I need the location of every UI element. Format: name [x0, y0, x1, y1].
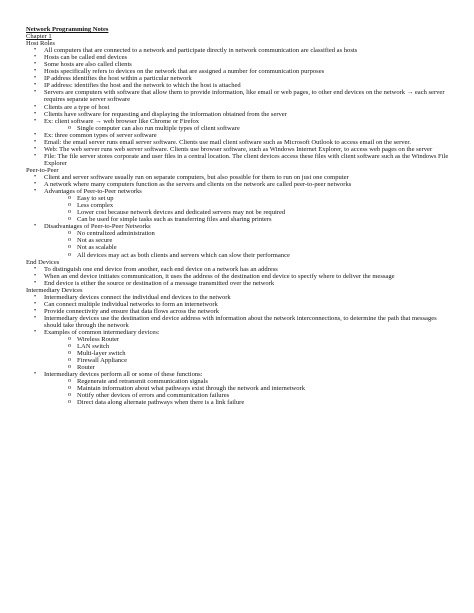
- sub-bullet-marker: o: [68, 336, 71, 343]
- list-item-text: Email: the email server runs email server software. Clients use mail client software such as Microsoft Outlook to access email on the server.: [44, 138, 411, 146]
- section-heading: Peer-to-Peer: [26, 166, 59, 174]
- list-item: [26, 371, 452, 378]
- list-item-text: Advantages of Peer-to-Peer networks: [44, 188, 142, 196]
- sub-list-item-text: No centralized administration: [77, 230, 155, 238]
- sub-bullet-marker: o: [68, 364, 71, 371]
- bullet-marker: •: [34, 103, 37, 110]
- sub-bullet-marker: o: [68, 230, 71, 237]
- bullet-marker: •: [34, 314, 37, 321]
- section-heading: Host Roles: [26, 40, 55, 48]
- list-item-text: Provide connectivity and ensure that data flows across the network: [44, 307, 220, 315]
- list-item-text: Can connect multiple individual networks to form an internetwork: [44, 300, 218, 308]
- list-item-text: Clients have software for requesting and displaying the information obtained from the server: [44, 110, 287, 118]
- sub-list-item: [26, 230, 452, 237]
- bullet-marker: •: [34, 223, 37, 230]
- bullet-marker: •: [34, 75, 37, 82]
- sub-list-item: [26, 343, 452, 350]
- bullet-marker: •: [34, 82, 37, 89]
- list-item: [26, 54, 452, 61]
- sub-bullet-marker: o: [68, 392, 71, 399]
- bullet-marker: •: [34, 131, 37, 138]
- sub-list-item-text: Firewall Appliance: [77, 357, 127, 365]
- list-item: [26, 82, 452, 89]
- list-item-text: Hosts specifically refers to devices on the network that are assigned a number for communication purposes: [44, 68, 325, 76]
- sub-bullet-marker: o: [68, 343, 71, 350]
- sub-list-item-text: Not as scalable: [77, 244, 117, 252]
- sub-bullet-marker: o: [68, 357, 71, 364]
- sub-bullet-marker: o: [68, 244, 71, 251]
- list-item-text: End device is either the source or destination of a message transmitted over the network: [44, 279, 275, 287]
- list-item-text: Intermediary devices use the destination end device address with information about the network interconnections, to determine the path that messages should take through the network: [44, 314, 437, 329]
- sub-list-item: [26, 350, 452, 357]
- list-item-text: Web: The web server runs web server software. Clients use browser software, such as Windows Internet Explorer, to access web pages on the server: [44, 145, 433, 153]
- sub-list-item-text: Not as secure: [77, 237, 113, 245]
- list-item-text: File: The file server stores corporate and user files in a central location. The client devices access these files with client software such as the Windows File Explorer: [44, 152, 449, 167]
- bullet-marker: •: [34, 293, 37, 300]
- list-item: [26, 294, 452, 301]
- list-item-text: When an end device initiates communication, it uses the address of the destination end device to specify where to deliver the message: [44, 272, 395, 280]
- list-item-text: All computers that are connected to a network and participate directly in network communication are classified as hosts: [44, 47, 358, 55]
- bullet-list: [26, 47, 452, 167]
- list-item: [26, 61, 452, 68]
- bullet-marker: •: [34, 152, 37, 159]
- section-heading: Intermediary Devices: [26, 286, 83, 294]
- list-item-text: Ex: three common types of server software: [44, 131, 157, 139]
- bullet-list: [26, 266, 452, 287]
- list-item: [26, 308, 452, 315]
- bullet-marker: •: [34, 265, 37, 272]
- sub-bullet-marker: o: [68, 251, 71, 258]
- bullet-marker: •: [34, 272, 37, 279]
- sub-list-item-text: Lower cost because network devices and dedicated servers may not be required: [77, 209, 286, 217]
- bullet-marker: •: [34, 307, 37, 314]
- sub-list-item: [26, 392, 452, 399]
- sub-list-item: [26, 378, 452, 385]
- sub-list-item: [26, 216, 452, 223]
- bullet-marker: •: [34, 110, 37, 117]
- bullet-marker: •: [34, 54, 37, 61]
- list-item-text: Some hosts are also called clients: [44, 61, 132, 69]
- sub-bullet-marker: o: [68, 209, 71, 216]
- list-item: [26, 181, 452, 188]
- bullet-marker: •: [34, 329, 37, 336]
- list-item: [26, 315, 452, 329]
- list-item: [26, 223, 452, 230]
- list-item-text: Client and server software usually run on separate computers, but also possible for them to run on just one computer: [44, 173, 349, 181]
- sub-list-item: [26, 244, 452, 251]
- sub-list-item: [26, 195, 452, 202]
- chapter-heading: Chapter 1: [26, 33, 52, 41]
- list-item: [26, 104, 452, 111]
- list-item: [26, 111, 452, 118]
- sub-bullet-marker: o: [68, 385, 71, 392]
- bullet-list: [26, 294, 452, 407]
- list-item: [26, 89, 452, 103]
- sub-list-item-text: Can be used for simple tasks such as transferring files and sharing printers: [77, 216, 272, 224]
- list-item-text: Ex: client software → web browser like Chrome or Firefox: [44, 117, 200, 125]
- bullet-marker: •: [34, 138, 37, 145]
- sub-bullet-marker: o: [68, 124, 71, 131]
- list-item: [26, 329, 452, 336]
- sub-bullet-marker: o: [68, 237, 71, 244]
- bullet-marker: •: [34, 89, 37, 96]
- list-item: [26, 139, 452, 146]
- list-item: [26, 146, 452, 153]
- bullet-marker: •: [34, 117, 37, 124]
- bullet-marker: •: [34, 371, 37, 378]
- sub-list-item: [26, 399, 452, 406]
- bullet-marker: •: [34, 181, 37, 188]
- list-item-text: IP address: identifies the host and the network to which the host is attached: [44, 82, 241, 90]
- sub-list-item: [26, 357, 452, 364]
- sub-bullet-marker: o: [68, 202, 71, 209]
- sub-list-item-text: Single computer can also run multiple types of client software: [77, 124, 240, 132]
- list-item: [26, 68, 452, 75]
- sub-bullet-marker: o: [68, 195, 71, 202]
- sub-list-item: [26, 209, 452, 216]
- sub-list-item: [26, 202, 452, 209]
- sub-list-item-text: Notify other devices of errors and communication failures: [77, 392, 230, 400]
- sections-container: [26, 40, 452, 406]
- bullet-marker: •: [34, 145, 37, 152]
- list-item: [26, 266, 452, 273]
- sub-bullet-marker: o: [68, 378, 71, 385]
- list-item-text: Servers are computers with software that allow them to provide information, like email or web pages, to other end devices on the network → each server requires separate server software: [44, 89, 445, 104]
- list-item: [26, 153, 452, 167]
- sub-list-item-text: Direct data along alternate pathways when there is a link failure: [77, 399, 245, 407]
- list-item-text: A network where many computers function as the servers and clients on the network are called peer-to-peer networks: [44, 181, 352, 189]
- bullet-marker: •: [34, 68, 37, 75]
- sub-list-item: [26, 385, 452, 392]
- list-item-text: Examples of common intermediary devices:: [44, 329, 160, 337]
- bullet-marker: •: [34, 188, 37, 195]
- sub-list-item-text: Multi-layer switch: [77, 350, 126, 358]
- list-item-text: Clients are a type of host: [44, 103, 110, 111]
- sub-list-item-text: Router: [77, 364, 95, 372]
- list-item: [26, 47, 452, 54]
- sub-list-item-text: Easy to set up: [77, 195, 114, 203]
- bullet-marker: •: [34, 173, 37, 180]
- list-item: [26, 280, 452, 287]
- list-item: [26, 301, 452, 308]
- bullet-marker: •: [34, 279, 37, 286]
- bullet-marker: •: [34, 300, 37, 307]
- list-item-text: IP address identifies the host within a particular network: [44, 75, 192, 83]
- list-item-text: Hosts can be called end devices: [44, 54, 128, 62]
- sub-list-item-text: Maintain information about what pathways exist through the network and internetwork: [77, 385, 305, 393]
- document-page: [26, 26, 452, 407]
- bullet-list: [26, 174, 452, 259]
- sub-list-item: [26, 125, 452, 132]
- list-item-text: To distinguish one end device from another, each end device on a network has an address: [44, 265, 278, 273]
- sub-list-item: [26, 336, 452, 343]
- list-item: [26, 75, 452, 82]
- list-item: [26, 118, 452, 125]
- sub-list-item-text: Regenerate and retransmit communication signals: [77, 378, 208, 386]
- list-item: [26, 273, 452, 280]
- bullet-marker: •: [34, 47, 37, 54]
- list-item: [26, 132, 452, 139]
- sub-list-item-text: Less complex: [77, 202, 114, 210]
- sub-bullet-marker: o: [68, 399, 71, 406]
- document-title: Network Programming Notes: [26, 26, 109, 33]
- list-item: [26, 188, 452, 195]
- list-item-text: Intermediary devices perform all or some of these functions:: [44, 371, 203, 379]
- sub-list-item: [26, 252, 452, 259]
- sub-bullet-marker: o: [68, 350, 71, 357]
- bullet-marker: •: [34, 61, 37, 68]
- list-item-text: Intermediary devices connect the individual end devices to the network: [44, 293, 231, 301]
- list-item: [26, 174, 452, 181]
- sub-list-item-text: Wireless Router: [77, 336, 120, 344]
- list-item-text: Disadvantages of Peer-to-Peer Networks: [44, 223, 151, 231]
- sub-bullet-marker: o: [68, 216, 71, 223]
- sub-list-item: [26, 237, 452, 244]
- sub-list-item-text: LAN switch: [77, 343, 110, 351]
- sub-list-item-text: All devices may act as both clients and servers which can slow their performance: [77, 251, 290, 259]
- sub-list-item: [26, 364, 452, 371]
- section-heading: End Devices: [26, 258, 60, 266]
